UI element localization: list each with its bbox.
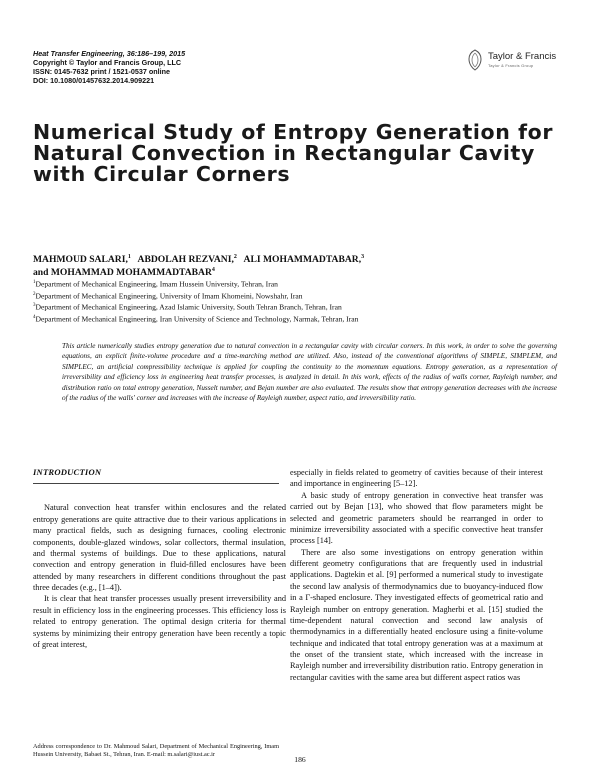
- affiliations: [33, 278, 573, 324]
- affiliation-3: $^3$Department of Mechanical Engineering, Azad Islamic University, South Tehran Branch, Tehran, Iran: [33, 302, 342, 312]
- abstract: This article numerically studies entropy generation due to natural convection in a rectangular cavity with circular corners. In this work, in order to solve the governing equations, an explicit finite-volume procedure and a time-marching method are utilized. Also, instead of the conventional algorithms of SIMPLE, SIMPLEM, and SIMPLEC, an artificial compressibility technique is applied for coupling the continuity to the momentum equations. Entropy generation, as a representation of irreversibility and efficiency loss in engineering heat transfer processes, is analyzed in detail. In this work, effects of the radius of walls corner, Rayleigh number, and distribution ratio on total entropy generation, Nusselt number, and Bejan number are also evaluated. The results show that entropy generation decreases with the increase of the radius of the walls' corner and increases with the increase of Rayleigh number, aspect ratio, and irreversibility ratio.: [62, 342, 557, 403]
- journal-citation: Heat Transfer Engineering, 36:186–199, 2015: [33, 49, 186, 58]
- paragraph: There are also some investigations on entropy generation within different geometry configurations that are frequently used in industrial applications. Dagtekin et al. [9] performed a numerical study to investigate the second law analysis of thermodynamics due to buoyancy-induced flow in a Γ-shaped enclosure. They investigated effects of geometrical ratio and Rayleigh number on entropy generation. Magherbi et al. [15] studied the time-dependent natural convection and second law analysis of thermodynamics in a differentially heated enclosure using a finite-volume technique and indicated that total entropy generation was at a maximum at the onset of the transient state, which increased with the increase in Rayleigh number and irreversibility distribution ratio. Entropy generation in rectangular cavities with the same area but different aspect ratios was: [290, 547, 543, 682]
- publisher-name: Taylor & Francis: [488, 51, 557, 62]
- publisher-tagline: Taylor & Francis Group: [488, 63, 534, 68]
- correspondence-footnote: Address correspondence to Dr. Mahmoud Salari, Department of Mechanical Engineering, Imam Hussein University, Babaei St., Tehran, Iran. E-mail: m.salari@iust.ac.ir: [33, 743, 279, 759]
- author-list: [33, 252, 573, 278]
- section-rule: [33, 483, 279, 484]
- paragraph: A basic study of entropy generation in convective heat transfer was carried out by Bejan [13], who showed that flow parameters might be selected and geometric parameters should be rearranged in order to minimize irreversibility associated with a specific convective heat transfer process [14].: [290, 490, 543, 546]
- section-heading-introduction: INTRODUCTION: [33, 467, 102, 477]
- publisher-logo-icon: [466, 49, 484, 71]
- author-4: and MOHAMMAD MOHAMMADTABAR$^4$: [33, 267, 215, 279]
- author-1: MAHMOUD SALARI,$^1$: [33, 254, 131, 266]
- affiliation-2: $^2$Department of Mechanical Engineering, University of Imam Khomeini, Nowshahr, Iran: [33, 291, 303, 301]
- author-3: ALI MOHAMMADTABAR,$^3$: [243, 254, 365, 266]
- journal-doi[interactable]: DOI: 10.1080/01457632.2014.909221: [33, 76, 155, 85]
- publisher-logo: [466, 49, 576, 73]
- affiliation-1: $^1$Department of Mechanical Engineering, Imam Hussein University, Tehran, Iran: [33, 279, 278, 289]
- left-column: [33, 467, 286, 650]
- affiliation-4: $^4$Department of Mechanical Engineering, Iran University of Science and Technology, Narmak, Tehran, Iran: [33, 314, 359, 324]
- paragraph: especially in fields related to geometry of cavities because of their interest and importance in engineering [5–12].: [290, 468, 543, 489]
- journal-info: [33, 49, 185, 85]
- article-title: Numerical Study of Entropy Generation for Natural Convection in Rectangular Cavity with Circular Corners: [33, 120, 554, 186]
- journal-issn: ISSN: 0145-7632 print / 1521-0537 online: [33, 67, 171, 76]
- page-number: 186: [294, 755, 306, 764]
- journal-copyright: Copyright © Taylor and Francis Group, LLC: [33, 58, 182, 67]
- paragraph: Natural convection heat transfer within enclosures and the related entropy generations are quite attractive due to their various applications in many practical fields, such as designing furnaces, cooling electronic components, double-glazed windows, solar collectors, thermal insulation, and thermal systems of buildings. Due to these applications, natural convection and entropy generation in fluid-filled enclosures have been attended by many researchers in different conditions throughout the past three decades (e.g., [1–4]).: [33, 503, 286, 592]
- left-body-text: [33, 502, 286, 650]
- paragraph: It is clear that heat transfer processes usually present irreversibility and result in efficiency loss in the engineering processes. This efficiency loss is related to entropy generation. The optimal design criteria for thermal systems by minimizing their entropy generation have been recently a topic of great interest,: [33, 594, 286, 649]
- author-2: ABDOLAH REZVANI,$^2$: [137, 254, 237, 266]
- right-column: [290, 467, 543, 683]
